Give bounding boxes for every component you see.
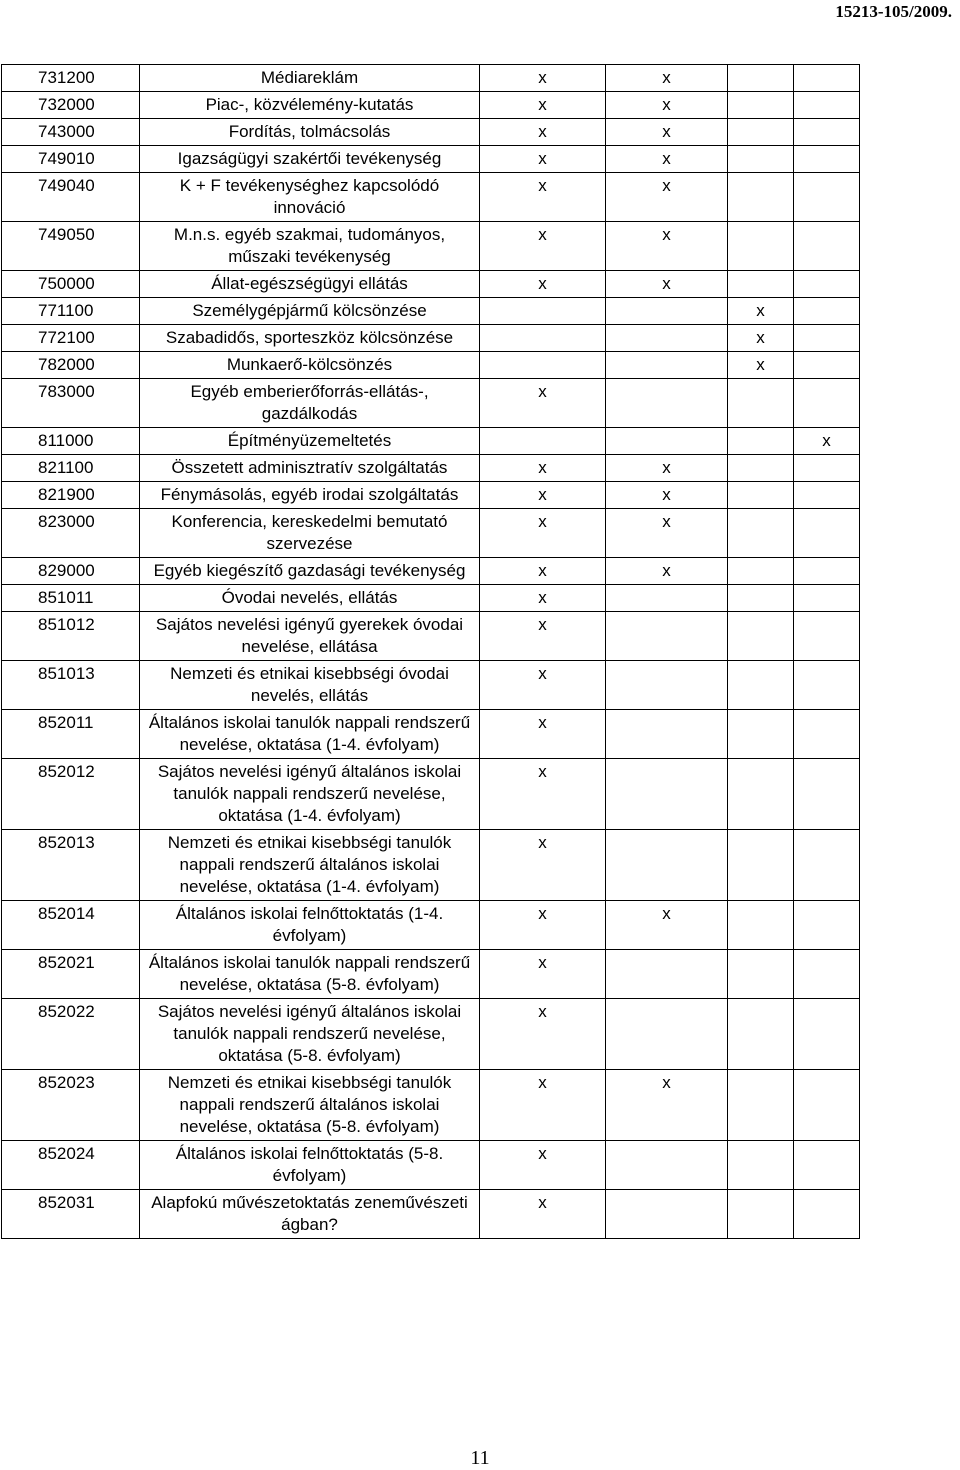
mark-cell-col3 [728, 901, 794, 950]
activity-description-cell: Állat-egészségügyi ellátás [140, 271, 480, 298]
activity-code-cell: 852012 [2, 759, 140, 830]
mark-cell-col4 [794, 585, 860, 612]
table-row [2, 298, 860, 325]
mark-cell-col2: x [606, 509, 728, 558]
activity-code-cell: 731200 [2, 65, 140, 92]
mark-cell-col3 [728, 710, 794, 759]
mark-cell-col1: x [480, 271, 606, 298]
activity-description-cell: Piac-, közvélemény-kutatás [140, 92, 480, 119]
mark-cell-col1: x [480, 482, 606, 509]
activity-description-cell: Igazságügyi szakértői tevékenység [140, 146, 480, 173]
table-row [2, 455, 860, 482]
mark-cell-col2: x [606, 901, 728, 950]
table-row [2, 428, 860, 455]
mark-cell-col3 [728, 661, 794, 710]
activity-description-cell: K + F tevékenységhez kapcsolódó innováció [140, 173, 480, 222]
mark-cell-col2 [606, 325, 728, 352]
table-row [2, 661, 860, 710]
mark-cell-col4 [794, 950, 860, 999]
mark-cell-col2: x [606, 271, 728, 298]
mark-cell-col3 [728, 1141, 794, 1190]
mark-cell-col1: x [480, 65, 606, 92]
mark-cell-col4 [794, 830, 860, 901]
mark-cell-col1: x [480, 830, 606, 901]
activity-code-cell: 823000 [2, 509, 140, 558]
activity-code-cell: 852023 [2, 1070, 140, 1141]
activity-code-cell: 851013 [2, 661, 140, 710]
mark-cell-col1: x [480, 92, 606, 119]
mark-cell-col4 [794, 298, 860, 325]
mark-cell-col1: x [480, 173, 606, 222]
mark-cell-col1: x [480, 119, 606, 146]
mark-cell-col2: x [606, 482, 728, 509]
mark-cell-col4 [794, 1070, 860, 1141]
table-row [2, 759, 860, 830]
mark-cell-col4 [794, 509, 860, 558]
activity-description-cell: Munkaerő-kölcsönzés [140, 352, 480, 379]
mark-cell-col3 [728, 759, 794, 830]
mark-cell-col1 [480, 298, 606, 325]
mark-cell-col4 [794, 222, 860, 271]
table-row [2, 509, 860, 558]
mark-cell-col3 [728, 92, 794, 119]
activity-code-cell: 782000 [2, 352, 140, 379]
mark-cell-col4 [794, 173, 860, 222]
mark-cell-col4 [794, 999, 860, 1070]
mark-cell-col1: x [480, 950, 606, 999]
mark-cell-col2 [606, 759, 728, 830]
mark-cell-col2: x [606, 222, 728, 271]
mark-cell-col2 [606, 1190, 728, 1239]
activity-description-cell: M.n.s. egyéb szakmai, tudományos, műszaki tevékenység [140, 222, 480, 271]
activity-description-cell: Alapfokú művészetoktatás zeneművészeti ágban? [140, 1190, 480, 1239]
mark-cell-col2 [606, 830, 728, 901]
mark-cell-col3: x [728, 352, 794, 379]
mark-cell-col3 [728, 509, 794, 558]
mark-cell-col3: x [728, 298, 794, 325]
table-row [2, 119, 860, 146]
mark-cell-col3 [728, 1070, 794, 1141]
mark-cell-col2: x [606, 119, 728, 146]
mark-cell-col1: x [480, 1070, 606, 1141]
mark-cell-col2 [606, 352, 728, 379]
mark-cell-col3 [728, 379, 794, 428]
mark-cell-col4 [794, 1190, 860, 1239]
table-row [2, 612, 860, 661]
activity-description-cell: Általános iskolai felnőttoktatás (5-8. évfolyam) [140, 1141, 480, 1190]
activity-code-cell: 852022 [2, 999, 140, 1070]
mark-cell-col2 [606, 661, 728, 710]
activity-code-cell: 851012 [2, 612, 140, 661]
table-row [2, 222, 860, 271]
table-row [2, 585, 860, 612]
table-row [2, 830, 860, 901]
mark-cell-col4 [794, 271, 860, 298]
activity-code-cell: 821100 [2, 455, 140, 482]
mark-cell-col4 [794, 352, 860, 379]
activity-description-cell: Egyéb emberierőforrás-ellátás-, gazdálkodás [140, 379, 480, 428]
mark-cell-col2 [606, 585, 728, 612]
table-row [2, 325, 860, 352]
mark-cell-col3 [728, 830, 794, 901]
activity-code-cell: 771100 [2, 298, 140, 325]
activity-description-cell: Konferencia, kereskedelmi bemutató szervezése [140, 509, 480, 558]
mark-cell-col1 [480, 325, 606, 352]
mark-cell-col2 [606, 379, 728, 428]
mark-cell-col4 [794, 612, 860, 661]
mark-cell-col1: x [480, 999, 606, 1070]
mark-cell-col2 [606, 428, 728, 455]
activity-description-cell: Médiareklám [140, 65, 480, 92]
activity-code-cell: 852031 [2, 1190, 140, 1239]
activity-code-cell: 750000 [2, 271, 140, 298]
activity-code-cell: 749010 [2, 146, 140, 173]
mark-cell-col1: x [480, 222, 606, 271]
document-number: 15213-105/2009. [835, 2, 952, 21]
mark-cell-col4 [794, 379, 860, 428]
mark-cell-col2 [606, 710, 728, 759]
table-row [2, 92, 860, 119]
mark-cell-col3 [728, 455, 794, 482]
mark-cell-col4 [794, 65, 860, 92]
mark-cell-col4 [794, 901, 860, 950]
table-body [2, 65, 860, 1239]
table-row [2, 146, 860, 173]
activity-table [1, 64, 860, 1239]
mark-cell-col1 [480, 428, 606, 455]
table-row [2, 999, 860, 1070]
mark-cell-col1: x [480, 661, 606, 710]
activity-code-cell: 851011 [2, 585, 140, 612]
page-number: 11 [470, 1447, 490, 1469]
mark-cell-col3: x [728, 325, 794, 352]
activity-code-cell: 732000 [2, 92, 140, 119]
mark-cell-col2: x [606, 558, 728, 585]
mark-cell-col3 [728, 173, 794, 222]
activity-description-cell: Egyéb kiegészítő gazdasági tevékenység [140, 558, 480, 585]
mark-cell-col2: x [606, 1070, 728, 1141]
mark-cell-col3 [728, 1190, 794, 1239]
mark-cell-col3 [728, 612, 794, 661]
activity-description-cell: Általános iskolai felnőttoktatás (1-4. évfolyam) [140, 901, 480, 950]
activity-code-cell: 821900 [2, 482, 140, 509]
mark-cell-col1: x [480, 455, 606, 482]
activity-description-cell: Általános iskolai tanulók nappali rendszerű nevelése, oktatása (1-4. évfolyam) [140, 710, 480, 759]
mark-cell-col2: x [606, 146, 728, 173]
activity-code-cell: 852014 [2, 901, 140, 950]
activity-description-cell: Óvodai nevelés, ellátás [140, 585, 480, 612]
table-row [2, 173, 860, 222]
mark-cell-col3 [728, 222, 794, 271]
activity-code-cell: 743000 [2, 119, 140, 146]
table-row [2, 65, 860, 92]
mark-cell-col4 [794, 710, 860, 759]
activity-description-cell: Építményüzemeltetés [140, 428, 480, 455]
mark-cell-col1: x [480, 612, 606, 661]
mark-cell-col4 [794, 482, 860, 509]
mark-cell-col3 [728, 950, 794, 999]
mark-cell-col4 [794, 92, 860, 119]
activity-description-cell: Összetett adminisztratív szolgáltatás [140, 455, 480, 482]
mark-cell-col2 [606, 298, 728, 325]
mark-cell-col1: x [480, 146, 606, 173]
mark-cell-col4 [794, 759, 860, 830]
activity-code-cell: 852024 [2, 1141, 140, 1190]
activity-code-cell: 783000 [2, 379, 140, 428]
mark-cell-col2 [606, 950, 728, 999]
table-row [2, 1070, 860, 1141]
activity-description-cell: Fénymásolás, egyéb irodai szolgáltatás [140, 482, 480, 509]
mark-cell-col4 [794, 558, 860, 585]
mark-cell-col3 [728, 428, 794, 455]
mark-cell-col3 [728, 271, 794, 298]
mark-cell-col1: x [480, 509, 606, 558]
mark-cell-col2: x [606, 92, 728, 119]
activity-code-cell: 829000 [2, 558, 140, 585]
mark-cell-col4 [794, 146, 860, 173]
table-row [2, 558, 860, 585]
mark-cell-col1: x [480, 1190, 606, 1239]
activity-description-cell: Általános iskolai tanulók nappali rendszerű nevelése, oktatása (5-8. évfolyam) [140, 950, 480, 999]
mark-cell-col3 [728, 482, 794, 509]
mark-cell-col1: x [480, 710, 606, 759]
activity-description-cell: Sajátos nevelési igényű általános iskolai tanulók nappali rendszerű nevelése, oktatása (1-4. évfolyam) [140, 759, 480, 830]
mark-cell-col2 [606, 1141, 728, 1190]
activity-description-cell: Fordítás, tolmácsolás [140, 119, 480, 146]
mark-cell-col2: x [606, 173, 728, 222]
mark-cell-col1: x [480, 585, 606, 612]
table-row [2, 482, 860, 509]
mark-cell-col2 [606, 612, 728, 661]
activity-code-cell: 852011 [2, 710, 140, 759]
activity-description-cell: Személygépjármű kölcsönzése [140, 298, 480, 325]
activity-code-cell: 749050 [2, 222, 140, 271]
mark-cell-col3 [728, 119, 794, 146]
table-row [2, 1141, 860, 1190]
mark-cell-col4 [794, 119, 860, 146]
table-row [2, 710, 860, 759]
table-row [2, 901, 860, 950]
mark-cell-col2: x [606, 65, 728, 92]
activity-description-cell: Sajátos nevelési igényű általános iskolai tanulók nappali rendszerű nevelése, oktatása (5-8. évfolyam) [140, 999, 480, 1070]
table-row [2, 379, 860, 428]
activity-description-cell: Sajátos nevelési igényű gyerekek óvodai nevelése, ellátása [140, 612, 480, 661]
table-row [2, 271, 860, 298]
activity-code-cell: 749040 [2, 173, 140, 222]
mark-cell-col2 [606, 999, 728, 1070]
mark-cell-col3 [728, 65, 794, 92]
mark-cell-col1: x [480, 901, 606, 950]
mark-cell-col3 [728, 146, 794, 173]
table-row [2, 1190, 860, 1239]
mark-cell-col1: x [480, 1141, 606, 1190]
mark-cell-col3 [728, 585, 794, 612]
mark-cell-col2: x [606, 455, 728, 482]
activity-code-cell: 811000 [2, 428, 140, 455]
mark-cell-col4 [794, 455, 860, 482]
mark-cell-col3 [728, 558, 794, 585]
mark-cell-col3 [728, 999, 794, 1070]
mark-cell-col1: x [480, 558, 606, 585]
activity-code-cell: 852013 [2, 830, 140, 901]
mark-cell-col4: x [794, 428, 860, 455]
mark-cell-col4 [794, 661, 860, 710]
activity-code-cell: 772100 [2, 325, 140, 352]
mark-cell-col4 [794, 1141, 860, 1190]
table-row [2, 950, 860, 999]
mark-cell-col1: x [480, 759, 606, 830]
table-row [2, 352, 860, 379]
activity-description-cell: Szabadidős, sporteszköz kölcsönzése [140, 325, 480, 352]
mark-cell-col4 [794, 325, 860, 352]
activity-description-cell: Nemzeti és etnikai kisebbségi tanulók nappali rendszerű általános iskolai nevelése, oktatása (1-4. évfolyam) [140, 830, 480, 901]
activity-code-cell: 852021 [2, 950, 140, 999]
mark-cell-col1 [480, 352, 606, 379]
activity-description-cell: Nemzeti és etnikai kisebbségi óvodai nevelés, ellátás [140, 661, 480, 710]
mark-cell-col1: x [480, 379, 606, 428]
activity-description-cell: Nemzeti és etnikai kisebbségi tanulók nappali rendszerű általános iskolai nevelése, oktatása (5-8. évfolyam) [140, 1070, 480, 1141]
